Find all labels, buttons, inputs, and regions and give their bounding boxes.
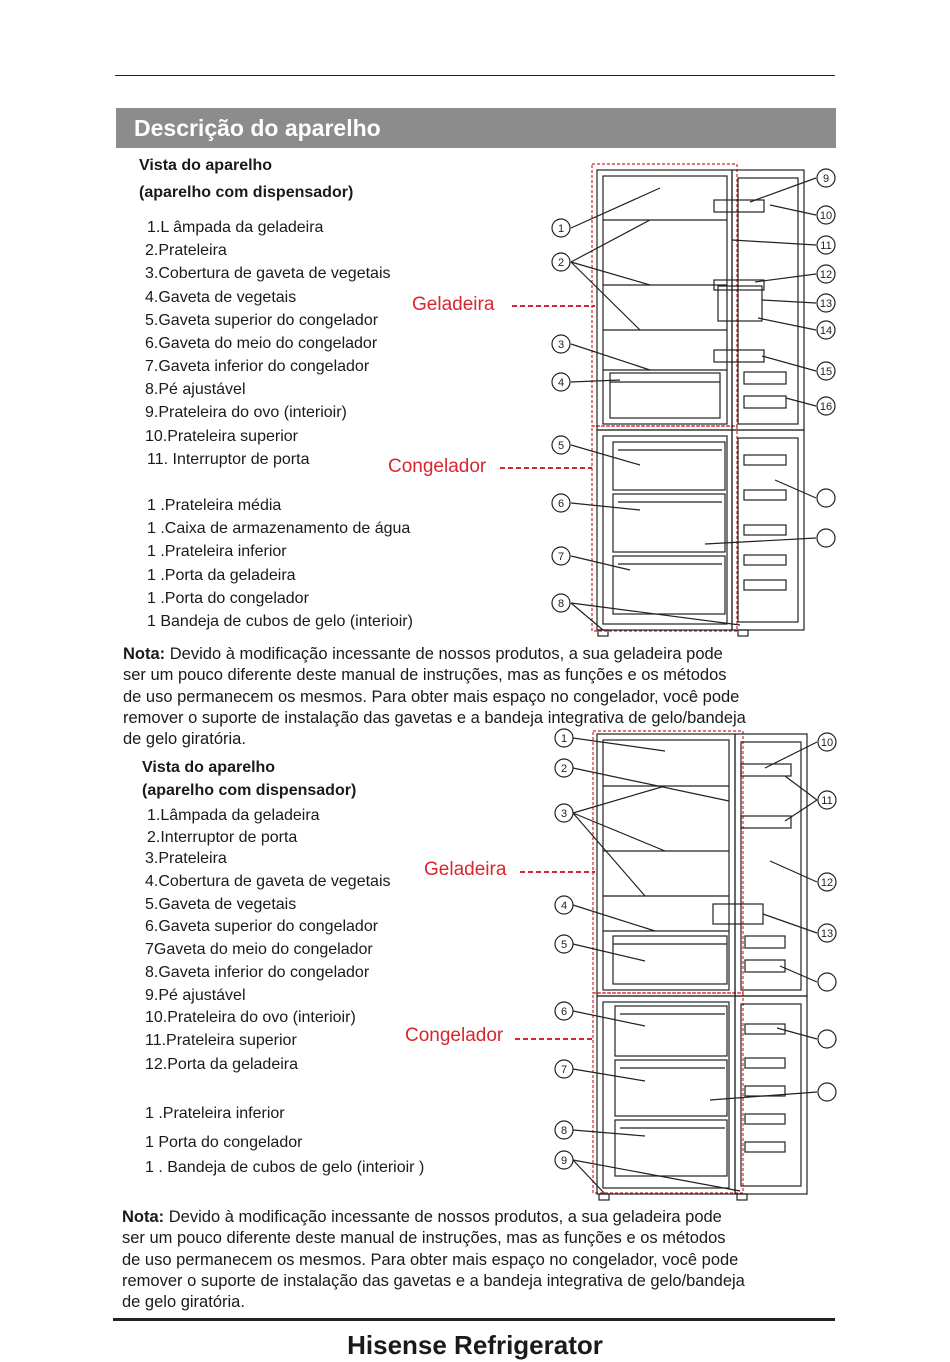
fridge-label-1: Geladeira <box>412 294 495 315</box>
list-item: 1 .Porta do congelador <box>147 590 309 607</box>
list-item: 2.Interruptor de porta <box>147 829 298 846</box>
callout-label: 9 <box>822 173 830 185</box>
list-item: 8.Pé ajustável <box>145 381 246 398</box>
view-subtitle-2b: (aparelho com dispensador) <box>142 782 357 799</box>
freezer-label-2: Congelador <box>405 1025 504 1046</box>
list-item: 5.Gaveta superior do congelador <box>145 312 379 329</box>
note-line: remover o suporte de instalação das gavetas e a bandeja integrativa de gelo/bandeja <box>122 1271 745 1290</box>
callout-label: 4 <box>557 377 565 389</box>
callout-label: 6 <box>557 498 565 510</box>
list-item: 10.Prateleira do ovo (interioir) <box>145 1009 356 1026</box>
note-line: de uso permanecem os mesmos. Para obter mais espaço no congelador, você pode <box>122 1250 739 1269</box>
section-title: Descrição do aparelho <box>134 115 381 141</box>
callout-label: 14 <box>819 325 833 337</box>
list-item: 4.Cobertura de gaveta de vegetais <box>145 873 391 890</box>
callout-label: 15 <box>819 366 833 378</box>
section-header <box>116 108 836 148</box>
note-label: Nota: <box>122 1208 165 1226</box>
list-item: 11. Interruptor de porta <box>147 451 310 468</box>
list-item: 3.Prateleira <box>145 850 227 867</box>
callout-label: 4 <box>560 900 568 912</box>
note-2 <box>122 1207 745 1313</box>
view-subtitle-2: Vista do aparelho <box>142 759 276 776</box>
callout-label: 13 <box>820 928 834 940</box>
callout-label: 2 <box>557 257 565 269</box>
list-item: 3.Cobertura de gaveta de vegetais <box>145 265 391 282</box>
callout-label: 5 <box>557 440 565 452</box>
list-item: 6.Gaveta superior do congelador <box>145 918 379 935</box>
callout-label: 7 <box>557 551 565 563</box>
list-item: 1 .Prateleira média <box>147 497 282 514</box>
list-item: 7.Gaveta inferior do congelador <box>145 358 370 375</box>
list-item: 1 .Porta da geladeira <box>147 567 296 584</box>
callout-label: 12 <box>819 269 833 281</box>
list-item: 4.Gaveta de vegetais <box>145 289 297 306</box>
list-item: 1 Porta do congelador <box>145 1134 303 1151</box>
list-item: 1 .Prateleira inferior <box>145 1105 285 1122</box>
callout-label: 3 <box>557 339 565 351</box>
callout-label: 8 <box>560 1125 568 1137</box>
list-item: 1 .Prateleira inferior <box>147 543 287 560</box>
appliance-diagram-1 <box>500 160 845 645</box>
view-subtitle-1b: (aparelho com dispensador) <box>139 184 354 201</box>
callout-label: 3 <box>560 808 568 820</box>
note-line: de gelo giratória. <box>123 730 246 749</box>
list-item: 9.Prateleira do ovo (interioir) <box>145 404 347 421</box>
top-rule <box>115 75 835 76</box>
note-line: ser um pouco diferente deste manual de instruções, mas as funções e os métodos <box>123 666 727 685</box>
note-line: ser um pouco diferente deste manual de instruções, mas as funções e os métodos <box>122 1229 726 1248</box>
list-item: 6.Gaveta do meio do congelador <box>145 335 378 352</box>
note-line: de uso permanecem os mesmos. Para obter mais espaço no congelador, você pode <box>123 687 740 706</box>
callout-label: 6 <box>560 1006 568 1018</box>
note-line: Devido à modificação incessante de nossos produtos, a sua geladeira pode <box>165 645 723 663</box>
callout-label: 8 <box>557 598 565 610</box>
fridge-label-2: Geladeira <box>424 859 507 880</box>
note-label: Nota: <box>123 645 166 663</box>
list-item: 9.Pé ajustável <box>145 987 246 1004</box>
callout-label: 12 <box>820 877 834 889</box>
callout-label: 2 <box>560 763 568 775</box>
note-line: de gelo giratória. <box>122 1293 245 1312</box>
list-item: 1 Bandeja de cubos de gelo (interioir) <box>147 613 413 630</box>
list-item: 5.Gaveta de vegetais <box>145 896 297 913</box>
callout-label: 11 <box>821 795 833 807</box>
list-item: 10.Prateleira superior <box>145 428 298 445</box>
callout-label: 1 <box>557 223 565 235</box>
list-item: 1 . Bandeja de cubos de gelo (interioir ) <box>145 1159 425 1176</box>
callout-label: 7 <box>560 1064 568 1076</box>
bottom-rule <box>113 1318 835 1321</box>
list-item: 11.Prateleira superior <box>145 1032 297 1049</box>
footer-brand: Hisense Refrigerator <box>347 1330 603 1360</box>
callout-label: 11 <box>820 240 832 252</box>
list-item: 1.Lâmpada da geladeira <box>147 807 320 824</box>
callout-label: 9 <box>560 1155 568 1167</box>
list-item: 7Gaveta do meio do congelador <box>145 941 373 958</box>
callout-label: 16 <box>819 401 833 413</box>
list-item: 1.L âmpada da geladeira <box>147 219 324 236</box>
freezer-label-1: Congelador <box>388 456 487 477</box>
callout-label: 5 <box>560 939 568 951</box>
view-subtitle-1: Vista do aparelho <box>139 157 273 174</box>
callout-label: 10 <box>819 210 833 222</box>
list-item: 2.Prateleira <box>145 242 227 259</box>
note-line: Devido à modificação incessante de nossos produtos, a sua geladeira pode <box>164 1208 722 1226</box>
list-item: 12.Porta da geladeira <box>145 1056 298 1073</box>
list-item: 8.Gaveta inferior do congelador <box>145 964 370 981</box>
appliance-diagram-2 <box>515 726 845 1206</box>
callout-label: 10 <box>820 737 834 749</box>
callout-label: 13 <box>819 298 833 310</box>
list-item: 1 .Caixa de armazenamento de água <box>147 520 411 537</box>
callout-label: 1 <box>560 733 568 745</box>
note-line: remover o suporte de instalação das gavetas e a bandeja integrativa de gelo/bandeja <box>123 708 746 727</box>
